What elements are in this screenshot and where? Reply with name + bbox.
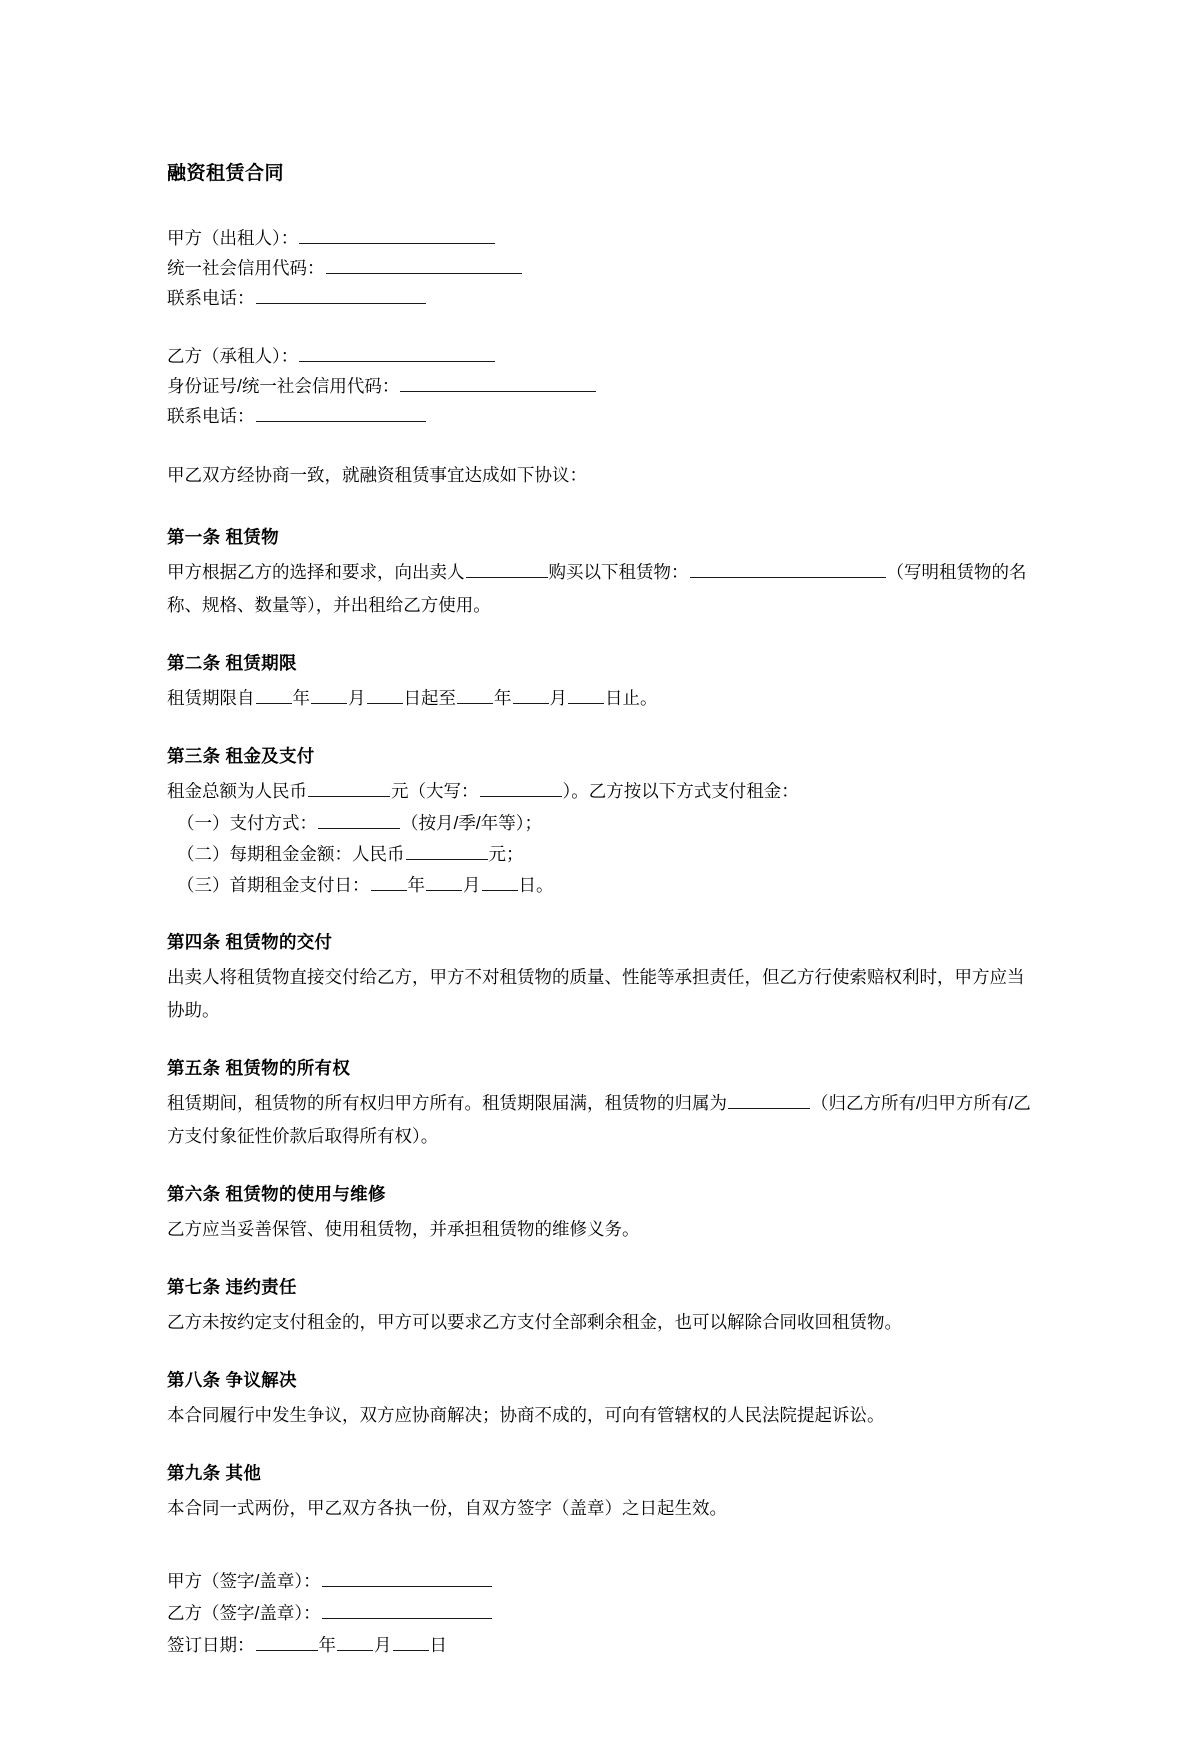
section-7-body: 乙方未按约定支付租金的，甲方可以要求乙方支付全部剩余租金，也可以解除合同收回租赁物。 — [167, 1311, 902, 1332]
section-article-1 — [167, 522, 1040, 622]
section-2-text-f: 月 — [549, 687, 567, 708]
section-8-heading: 第八条 争议解决 — [167, 1369, 297, 1390]
party-a-name-blank[interactable] — [299, 224, 495, 243]
payment-method-blank[interactable] — [318, 809, 400, 828]
total-rent-amount-blank[interactable] — [308, 777, 390, 796]
section-9-heading: 第九条 其他 — [167, 1462, 262, 1483]
first-payment-day-blank[interactable] — [482, 871, 518, 890]
signature-date-day-unit: 日 — [429, 1634, 447, 1655]
party-a-phone-blank[interactable] — [256, 284, 426, 303]
section-4-heading: 第四条 租赁物的交付 — [167, 931, 333, 952]
intro-paragraph: 甲乙双方经协商一致，就融资租赁事宜达成如下协议： — [167, 464, 587, 485]
payment-method-hint: （按月/季/年等）； — [401, 812, 542, 833]
signature-date-year-unit: 年 — [318, 1634, 336, 1655]
section-4-body: 出卖人将租赁物直接交付给乙方，甲方不对租赁物的质量、性能等承担责任，但乙方行使索赔权利时，甲方应当协助。 — [167, 966, 1025, 1020]
section-article-4 — [167, 927, 1040, 1027]
period-rent-blank[interactable] — [406, 840, 488, 859]
signature-date-month-unit: 月 — [374, 1634, 392, 1655]
section-1-heading: 第一条 租赁物 — [167, 526, 279, 547]
section-6-heading: 第六条 租赁物的使用与维修 — [167, 1183, 386, 1204]
party-b-block — [167, 341, 1040, 431]
section-2-heading: 第二条 租赁期限 — [167, 652, 297, 673]
section-article-6 — [167, 1179, 1040, 1246]
section-5-text-b: （归乙方所有/归甲方所有/乙方支付象征性价款后取得所有权）。 — [167, 1092, 1031, 1146]
section-2-text-b: 年 — [292, 687, 310, 708]
first-payment-year-blank[interactable] — [371, 871, 407, 890]
signature-date-label: 签订日期： — [167, 1634, 255, 1655]
first-payment-month-unit: 月 — [463, 874, 481, 895]
signature-party-b-line — [167, 1597, 1040, 1629]
section-6-body: 乙方应当妥善保管、使用租赁物，并承担租赁物的维修义务。 — [167, 1218, 640, 1239]
section-article-8 — [167, 1365, 1040, 1432]
total-rent-words-blank[interactable] — [480, 777, 562, 796]
section-3-text-a: 租金总额为人民币 — [167, 780, 307, 801]
section-3-heading: 第三条 租金及支付 — [167, 745, 315, 766]
section-9-body: 本合同一式两份，甲乙双方各执一份，自双方签字（盖章）之日起生效。 — [167, 1497, 727, 1518]
party-a-name-label: 甲方（出租人）： — [167, 227, 299, 248]
party-b-phone-line — [167, 401, 1040, 431]
section-2-text-e: 年 — [494, 687, 512, 708]
party-a-name-line — [167, 223, 1040, 253]
signature-date-month-blank[interactable] — [337, 1631, 373, 1650]
section-3-item-3 — [167, 870, 1040, 901]
payment-method-label: （一）支付方式： — [177, 812, 317, 833]
first-payment-day-unit: 日。 — [518, 874, 554, 895]
party-b-name-line — [167, 341, 1040, 371]
section-3-text-b: 元（大写： — [391, 780, 479, 801]
lease-start-month-blank[interactable] — [311, 684, 347, 703]
section-3-item-1 — [167, 808, 1040, 839]
lease-end-day-blank[interactable] — [568, 684, 604, 703]
section-article-5 — [167, 1053, 1040, 1153]
signature-party-a-blank[interactable] — [322, 1567, 492, 1586]
period-rent-unit: 元； — [488, 843, 524, 864]
section-1-item-blank[interactable] — [690, 558, 886, 577]
party-b-name-blank[interactable] — [299, 342, 495, 361]
section-5-text-a: 租赁期间，租赁物的所有权归甲方所有。租赁期限届满，租赁物的归属为 — [167, 1092, 727, 1113]
section-article-2 — [167, 648, 1040, 715]
section-2-text-g: 日止。 — [605, 687, 658, 708]
party-a-credit-code-blank[interactable] — [326, 254, 522, 273]
section-1-text-b: 购买以下租赁物： — [548, 561, 689, 582]
party-a-credit-code-line — [167, 253, 1040, 283]
section-article-7 — [167, 1272, 1040, 1339]
lease-start-day-blank[interactable] — [367, 684, 403, 703]
party-b-phone-blank[interactable] — [256, 402, 426, 421]
party-b-id-label: 身份证号/统一社会信用代码： — [167, 375, 400, 396]
section-1-seller-blank[interactable] — [466, 558, 548, 577]
party-b-name-label: 乙方（承租人）： — [167, 345, 299, 366]
section-2-body — [167, 682, 1040, 715]
section-1-text-c: （写明租赁物的名称、规格、数量等），并出租给乙方使用。 — [167, 561, 1027, 615]
party-a-credit-code-label: 统一社会信用代码： — [167, 257, 325, 278]
signature-date-year-blank[interactable] — [256, 1631, 318, 1650]
lease-end-month-blank[interactable] — [513, 684, 549, 703]
first-payment-year-unit: 年 — [407, 874, 425, 895]
lease-start-year-blank[interactable] — [256, 684, 292, 703]
signature-date-line — [167, 1629, 1040, 1661]
signature-party-b-blank[interactable] — [322, 1599, 492, 1618]
ownership-result-blank[interactable] — [728, 1089, 810, 1108]
section-article-3 — [167, 741, 1040, 901]
first-payment-label: （三）首期租金支付日： — [177, 874, 370, 895]
party-a-block — [167, 223, 1040, 313]
section-2-text-c: 月 — [348, 687, 366, 708]
section-3-text-c: ）。乙方按以下方式支付租金： — [562, 780, 799, 801]
signature-party-b-label: 乙方（签字/盖章）： — [167, 1602, 321, 1623]
section-3-item-2 — [167, 839, 1040, 870]
party-b-phone-label: 联系电话： — [167, 405, 255, 426]
signature-party-a-label: 甲方（签字/盖章）： — [167, 1570, 321, 1591]
section-3-body — [167, 775, 1040, 808]
section-1-body — [167, 556, 1040, 622]
section-5-body — [167, 1087, 1040, 1153]
section-article-9 — [167, 1458, 1040, 1525]
period-rent-label: （二）每期租金金额：人民币 — [177, 843, 405, 864]
section-7-heading: 第七条 违约责任 — [167, 1276, 297, 1297]
party-a-phone-line — [167, 283, 1040, 313]
party-b-id-line — [167, 371, 1040, 401]
section-1-text-a: 甲方根据乙方的选择和要求，向出卖人 — [167, 561, 465, 582]
signature-party-a-line — [167, 1565, 1040, 1597]
first-payment-month-blank[interactable] — [426, 871, 462, 890]
lease-end-year-blank[interactable] — [457, 684, 493, 703]
section-2-text-a: 租赁期限自 — [167, 687, 255, 708]
section-2-text-d: 日起至 — [403, 687, 456, 708]
party-a-phone-label: 联系电话： — [167, 287, 255, 308]
party-b-id-blank[interactable] — [400, 372, 596, 391]
section-8-body: 本合同履行中发生争议，双方应协商解决；协商不成的，可向有管辖权的人民法院提起诉讼。 — [167, 1404, 885, 1425]
section-5-heading: 第五条 租赁物的所有权 — [167, 1057, 351, 1078]
signature-block — [167, 1565, 1040, 1661]
signature-date-day-blank[interactable] — [393, 1631, 429, 1650]
page-title: 融资租赁合同 — [167, 163, 285, 184]
